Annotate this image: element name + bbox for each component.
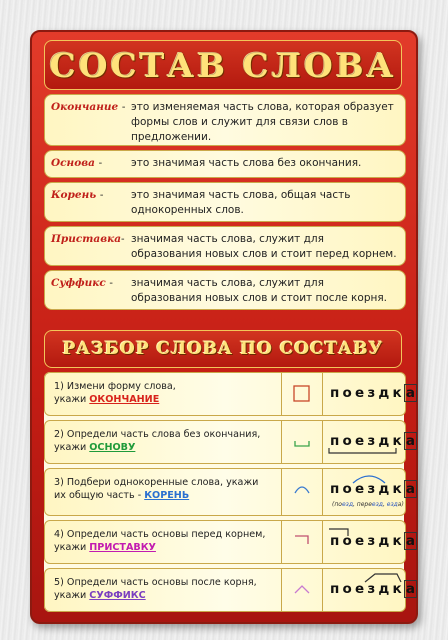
word-stem: поездк [330, 481, 405, 497]
word-ending: а [405, 433, 415, 449]
step-keyword: КОРЕНЬ [144, 490, 190, 501]
step-line: 5) Определи часть основы после корня, [54, 577, 257, 588]
page-title: СОСТАВ СЛОВА [49, 45, 397, 85]
definition-text: значимая часть слова, служит для образования новых слов и стоит перед корнем. [131, 233, 397, 260]
step-row-prefix [44, 520, 415, 564]
definition-text: это значимая часть слова без окончания. [131, 157, 362, 169]
step-line: 1) Измени форму слова, [54, 381, 176, 392]
step-line-prefix: их общую часть - [54, 490, 145, 501]
stem-bracket-icon [292, 431, 312, 451]
root-arc-icon [292, 479, 312, 499]
step-row-suffix [44, 568, 415, 612]
step-instruction [54, 576, 284, 602]
symbol-cell [281, 373, 323, 415]
step-instruction [54, 380, 284, 406]
prefix-corner-icon [292, 531, 312, 551]
definition-prefix [44, 226, 406, 266]
definition-term: Основа [51, 157, 95, 169]
step-row-root [44, 468, 415, 516]
dash: - [121, 233, 125, 245]
word-ending: а [405, 481, 415, 497]
word-ending: а [405, 533, 415, 549]
step-line-prefix: укажи [54, 394, 90, 405]
step-keyword: СУФФИКС [89, 590, 146, 601]
step-line: 2) Определи часть слова без окончания, [54, 429, 261, 440]
suffix-caret-icon [292, 579, 312, 599]
word-stem: поездк [330, 581, 405, 597]
word-stem: поездк [330, 433, 405, 449]
step-instruction [54, 428, 284, 454]
symbol-cell [281, 521, 323, 563]
example-word [330, 532, 417, 550]
cognate-root: езд [386, 501, 398, 508]
definition-term: Корень [51, 189, 97, 201]
step-keyword: ОСНОВУ [89, 442, 136, 453]
cognate-part: (по [332, 501, 342, 508]
cognate-part: , пере [352, 501, 372, 508]
step-row-ending [44, 372, 415, 416]
definition-term: Приставка [51, 233, 122, 245]
title-banner [44, 40, 402, 90]
stem-underline-mark [328, 447, 398, 455]
step-instruction [54, 476, 284, 502]
symbol-cell [281, 421, 323, 463]
cognate-part: а) [397, 501, 404, 508]
step-line-prefix: укажи [54, 442, 90, 453]
word-ending: а [405, 385, 415, 401]
cognate-root: езд [371, 501, 383, 508]
step-instruction [54, 528, 284, 554]
definition-term: Окончание [51, 101, 119, 113]
dash: - [109, 277, 113, 289]
example-word [330, 480, 417, 498]
square-ending-icon [292, 383, 312, 403]
symbol-cell [281, 469, 323, 515]
dash: - [99, 189, 104, 201]
word-stem: поездк [330, 385, 405, 401]
definition-suffix [44, 270, 406, 310]
analysis-table [44, 372, 415, 612]
step-keyword: ПРИСТАВКУ [89, 542, 156, 553]
step-line: 3) Подбери однокоренные слова, укажи [54, 477, 259, 488]
step-line: 4) Определи часть основы перед корнем, [54, 529, 266, 540]
definition-stem [44, 150, 406, 178]
cognate-root: езд [341, 501, 353, 508]
example-word [330, 384, 417, 402]
section-banner [44, 330, 402, 368]
step-row-stem [44, 420, 415, 464]
definition-term: Суффикс [51, 277, 106, 289]
definition-text: это значимая часть слова, общая часть однокоренных слов. [131, 189, 351, 216]
definition-ending [44, 94, 406, 146]
cognate-words [332, 501, 404, 508]
poster [30, 30, 418, 624]
section-title: РАЗБОР СЛОВА ПО СОСТАВУ [62, 339, 384, 359]
dash: - [121, 101, 126, 113]
step-line-prefix: укажи [54, 590, 90, 601]
symbol-cell [281, 569, 323, 611]
step-keyword: ОКОНЧАНИЕ [89, 394, 160, 405]
definition-text: это изменяемая часть слова, которая образует формы слов и служит для связи слов в предложении. [131, 101, 394, 143]
definition-text: значимая часть слова, служит для образования новых слов и стоит после корня. [131, 277, 387, 304]
word-ending: а [405, 581, 415, 597]
definition-root [44, 182, 406, 222]
dash: - [98, 157, 103, 169]
step-line-prefix: укажи [54, 542, 90, 553]
cognate-part: , [382, 501, 387, 508]
example-word [330, 580, 417, 598]
word-stem: поездк [330, 533, 405, 549]
